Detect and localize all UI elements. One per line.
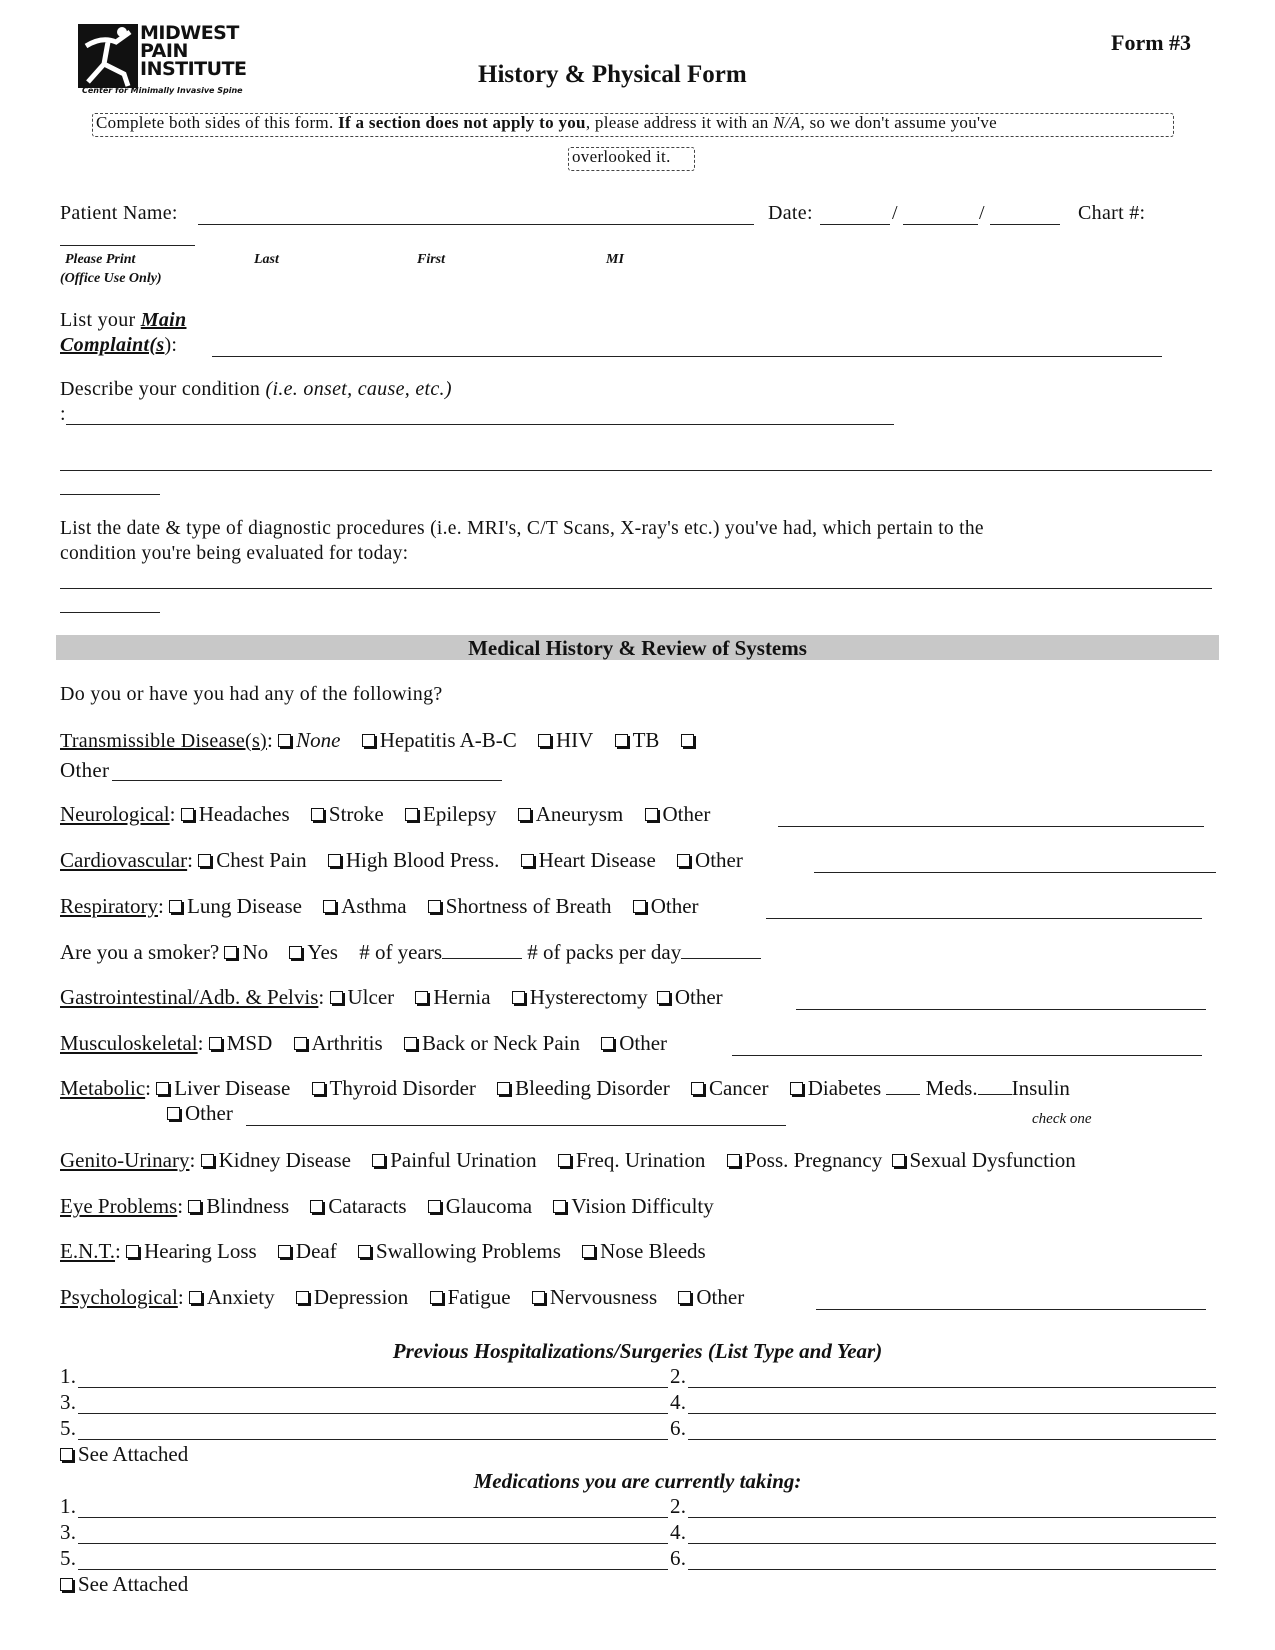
meds-num-4: 4. <box>670 1520 687 1544</box>
meds-see-attached <box>60 1572 188 1597</box>
check-one-hint: check one <box>1032 1111 1092 1127</box>
hosp-field-5[interactable] <box>78 1439 668 1440</box>
option-label: Hepatitis A-B-C <box>379 728 517 752</box>
checkbox[interactable] <box>521 854 534 867</box>
option-label: Headaches <box>198 802 290 826</box>
neuro-row: Neurological: Headaches Stroke Epilepsy Aneurysm Other <box>60 802 711 826</box>
hosp-field-2[interactable] <box>688 1387 1216 1388</box>
office-use-hint: (Office Use Only) <box>60 271 162 286</box>
option-label: Cataracts <box>328 1194 407 1218</box>
condition-field-3[interactable] <box>60 494 160 495</box>
date-year-field[interactable] <box>990 224 1060 225</box>
option-label: Other <box>674 985 723 1009</box>
gastro-row: Gastrointestinal/Adb. & Pelvis: Ulcer Hernia Hysterectomy Other <box>60 985 723 1009</box>
option-label: Other <box>662 802 711 826</box>
hosp-field-4[interactable] <box>688 1413 1216 1414</box>
checkbox[interactable] <box>278 1245 291 1258</box>
checkbox[interactable] <box>60 1578 73 1591</box>
notice-text: Complete both sides of this form. If a section does not apply to you, please address it with an N/A, so we don't assume you've <box>96 113 998 132</box>
resp-row: Respiratory: Lung Disease Asthma Shortness of Breath Other <box>60 894 699 918</box>
checkbox[interactable] <box>323 900 336 913</box>
checkbox[interactable] <box>657 991 670 1004</box>
checkbox[interactable] <box>167 1107 180 1120</box>
complaint-label: List your Main <box>60 309 187 331</box>
date-day-field[interactable] <box>903 224 978 225</box>
checkbox[interactable] <box>538 734 551 747</box>
diagnostic-field-1[interactable] <box>60 588 1212 589</box>
musculo-other-field[interactable] <box>732 1055 1202 1056</box>
option-label: Other <box>650 894 699 918</box>
checkbox[interactable] <box>289 946 302 959</box>
checkbox[interactable] <box>415 991 428 1004</box>
meds-field-3[interactable] <box>78 1543 668 1544</box>
hosp-title: Previous Hospitalizations/Surgeries (List Type and Year) <box>392 1339 883 1363</box>
none-option: None <box>296 728 341 752</box>
checkbox[interactable] <box>330 991 343 1004</box>
diagnostic-label: List the date & type of diagnostic procedures (i.e. MRI's, C/T Scans, X-ray's etc.) you've had, which pertain to the <box>60 518 984 539</box>
logo-tagline: Center for Minimally Invasive Spine <box>82 86 243 95</box>
checkbox[interactable] <box>532 1291 545 1304</box>
checkbox[interactable] <box>328 854 341 867</box>
cardio-other-field[interactable] <box>814 872 1216 873</box>
checkbox[interactable] <box>582 1245 595 1258</box>
option-label: Freq. Urination <box>575 1148 706 1172</box>
meds-field[interactable] <box>886 1094 920 1095</box>
checkbox[interactable] <box>678 1291 691 1304</box>
years-field[interactable] <box>442 958 522 959</box>
insulin-field[interactable] <box>978 1094 1012 1095</box>
option-label: TB <box>632 728 660 752</box>
hosp-num-5: 5. <box>60 1416 77 1440</box>
option-label: Other <box>619 1031 668 1055</box>
meds-field-4[interactable] <box>688 1543 1216 1544</box>
logo-line3: INSTITUTE <box>140 58 247 80</box>
option-label: Fatigue <box>447 1285 511 1309</box>
hosp-field-1[interactable] <box>78 1387 668 1388</box>
packs-field[interactable] <box>681 958 761 959</box>
option-label: Heart Disease <box>538 848 656 872</box>
cardio-label: Cardiovascular <box>60 848 188 872</box>
patient-name-label: Patient Name: <box>60 202 178 224</box>
checkbox[interactable] <box>310 1200 323 1213</box>
checkbox[interactable] <box>169 900 182 913</box>
logo <box>70 24 270 99</box>
musculo-row: Musculoskeletal: MSD Arthritis Back or Neck Pain Other <box>60 1031 668 1055</box>
date-sep-2: / <box>979 202 985 224</box>
metabolic-other-field[interactable] <box>246 1125 786 1126</box>
checkbox[interactable] <box>181 808 194 821</box>
checkbox[interactable] <box>727 1154 740 1167</box>
packs-label: # of packs per day <box>527 940 682 964</box>
checkbox[interactable] <box>209 1037 222 1050</box>
transmissible-row: Transmissible Disease(s): None Hepatitis A-B-C HIV TB <box>60 728 699 753</box>
psych-other-field[interactable] <box>816 1309 1206 1310</box>
genito-row: Genito-Urinary: Kidney Disease Painful Urination Freq. Urination Poss. Pregnancy Sexual Dysfunction <box>60 1148 1076 1172</box>
option-label: Ulcer <box>347 985 395 1009</box>
option-label: Depression <box>313 1285 409 1309</box>
years-label: # of years <box>359 940 442 964</box>
checkbox[interactable] <box>189 1291 202 1304</box>
checkbox[interactable] <box>404 1037 417 1050</box>
checkbox[interactable] <box>362 734 375 747</box>
checkbox[interactable] <box>518 808 531 821</box>
meds-num-2: 2. <box>670 1494 687 1518</box>
transmissible-other-field[interactable] <box>112 780 502 781</box>
page-title: History & Physical Form <box>478 61 747 88</box>
gastro-other-field[interactable] <box>796 1009 1206 1010</box>
checkbox[interactable] <box>892 1154 905 1167</box>
condition-colon: : <box>60 403 66 425</box>
meds-num-3: 3. <box>60 1520 77 1544</box>
musculo-label: Musculoskeletal <box>60 1031 198 1055</box>
hosp-num-4: 4. <box>670 1390 687 1414</box>
mi-hint: MI <box>606 252 624 267</box>
patient-name-field[interactable] <box>198 224 754 225</box>
checkbox[interactable] <box>681 734 694 747</box>
option-label: Vision Difficulty <box>571 1194 714 1218</box>
option-label: Aneurysm <box>535 802 624 826</box>
option-label: Hysterectomy <box>529 985 648 1009</box>
metabolic-row: Metabolic: Liver Disease Thyroid Disorder Bleeding Disorder Cancer Diabetes Meds. Insulin <box>60 1076 1070 1100</box>
smoker-label: Are you a smoker? <box>60 940 220 964</box>
option-label: Thyroid Disorder <box>329 1076 476 1100</box>
option-label: Other <box>696 1285 745 1309</box>
option-label: Hernia <box>433 985 491 1009</box>
complaint-label-2: Complaint(s): <box>60 334 178 356</box>
date-month-field[interactable] <box>820 224 890 225</box>
metabolic-label: Metabolic <box>60 1076 146 1100</box>
option-label: Shortness of Breath <box>445 894 612 918</box>
checkbox[interactable] <box>497 1082 510 1095</box>
hosp-see-attached <box>60 1442 188 1467</box>
checkbox[interactable] <box>311 808 324 821</box>
resp-other-field[interactable] <box>766 918 1202 919</box>
transmissible-other: Other <box>60 758 110 782</box>
neuro-other-field[interactable] <box>778 826 1204 827</box>
neuro-label: Neurological <box>60 802 170 826</box>
checkbox[interactable] <box>405 808 418 821</box>
checkbox[interactable] <box>428 1200 441 1213</box>
option-label: Lung Disease <box>187 894 302 918</box>
logo-line1: MIDWEST <box>140 22 239 44</box>
option-label: HIV <box>556 728 594 752</box>
checkbox[interactable] <box>278 734 291 747</box>
checkbox[interactable] <box>691 1082 704 1095</box>
checkbox[interactable] <box>358 1245 371 1258</box>
date-sep-1: / <box>892 202 898 224</box>
checkbox[interactable] <box>372 1154 385 1167</box>
option-label: Arthritis <box>311 1031 383 1055</box>
hosp-field-6[interactable] <box>688 1439 1216 1440</box>
option-label: Deaf <box>295 1239 337 1263</box>
psych-label: Psychological <box>60 1285 178 1309</box>
option-label: See Attached <box>78 1442 189 1466</box>
first-hint: First <box>417 252 446 267</box>
option-label: Cancer <box>708 1076 769 1100</box>
option-label: Blindness <box>206 1194 290 1218</box>
gastro-label: Gastrointestinal/Adb. & Pelvis <box>60 985 319 1009</box>
checkbox[interactable] <box>312 1082 325 1095</box>
option-label: Glaucoma <box>445 1194 533 1218</box>
option-label: Sexual Dysfunction <box>909 1148 1076 1172</box>
option-label: Yes <box>307 940 338 964</box>
option-label: Nose Bleeds <box>600 1239 706 1263</box>
checkbox[interactable] <box>430 1291 443 1304</box>
last-hint: Last <box>254 252 279 267</box>
form-number: Form #3 <box>1111 30 1192 55</box>
hosp-field-3[interactable] <box>78 1413 668 1414</box>
meds-num-1: 1. <box>60 1494 77 1518</box>
metabolic-other-row <box>167 1101 233 1126</box>
option-label: Other <box>185 1101 233 1125</box>
eye-label: Eye Problems <box>60 1194 178 1218</box>
diagnostic-field-2[interactable] <box>60 612 160 613</box>
checkbox[interactable] <box>558 1154 571 1167</box>
option-label: MSD <box>226 1031 273 1055</box>
logo-runner-icon <box>78 24 138 88</box>
section-header: Medical History & Review of Systems <box>56 635 1219 660</box>
option-label: See Attached <box>78 1572 189 1596</box>
option-label: Kidney Disease <box>218 1148 351 1172</box>
option-label: Diabetes <box>807 1076 882 1100</box>
insulin-label: Insulin <box>1011 1076 1070 1100</box>
meds-field-6[interactable] <box>688 1569 1216 1570</box>
smoker-row <box>60 940 761 965</box>
meds-label: Meds. <box>925 1076 978 1100</box>
condition-field-2[interactable] <box>60 470 1212 471</box>
date-label: Date: <box>768 202 813 224</box>
psych-row: Psychological: Anxiety Depression Fatigue Nervousness Other <box>60 1285 745 1309</box>
meds-field-2[interactable] <box>688 1517 1216 1518</box>
checkbox[interactable] <box>633 900 646 913</box>
notice-text-2: overlooked it. <box>572 147 671 166</box>
checkbox[interactable] <box>156 1082 169 1095</box>
logo-line2: PAIN <box>140 40 188 62</box>
option-label: Anxiety <box>206 1285 275 1309</box>
checkbox[interactable] <box>198 854 211 867</box>
checkbox[interactable] <box>201 1154 214 1167</box>
option-label: Nervousness <box>549 1285 658 1309</box>
meds-title: Medications you are currently taking: <box>473 1469 802 1493</box>
transmissible-label: Transmissible Disease(s) <box>60 730 268 752</box>
option-label: Liver Disease <box>174 1076 291 1100</box>
please-print: Please Print <box>65 252 136 267</box>
checkbox[interactable] <box>645 808 658 821</box>
checkbox[interactable] <box>790 1082 803 1095</box>
option-label: Asthma <box>341 894 407 918</box>
question: Do you or have you had any of the following? <box>60 683 443 705</box>
condition-field-1[interactable] <box>66 424 894 425</box>
meds-num-6: 6. <box>670 1546 687 1570</box>
option-label: High Blood Press. <box>345 848 500 872</box>
checkbox[interactable] <box>60 1448 73 1461</box>
meds-field-1[interactable] <box>78 1517 668 1518</box>
ent-row: E.N.T.: Hearing Loss Deaf Swallowing Problems Nose Bleeds <box>60 1239 706 1263</box>
diagnostic-label-2: condition you're being evaluated for today: <box>60 543 409 564</box>
option-label: Poss. Pregnancy <box>744 1148 883 1172</box>
eye-row: Eye Problems: Blindness Cataracts Glaucoma Vision Difficulty <box>60 1194 714 1218</box>
hosp-num-2: 2. <box>670 1364 687 1388</box>
complaint-field[interactable] <box>212 356 1162 357</box>
checkbox[interactable] <box>677 854 690 867</box>
checkbox[interactable] <box>296 1291 309 1304</box>
option-label: Painful Urination <box>390 1148 537 1172</box>
genito-label: Genito-Urinary <box>60 1148 190 1172</box>
checkbox[interactable] <box>294 1037 307 1050</box>
chart-field[interactable] <box>60 245 195 246</box>
option-label: Epilepsy <box>423 802 497 826</box>
checkbox[interactable] <box>126 1245 139 1258</box>
hosp-num-6: 6. <box>670 1416 687 1440</box>
meds-num-5: 5. <box>60 1546 77 1570</box>
chart-label: Chart #: <box>1078 202 1146 224</box>
checkbox[interactable] <box>601 1037 614 1050</box>
checkbox[interactable] <box>615 734 628 747</box>
condition-label: Describe your condition (i.e. onset, cause, etc.) <box>60 378 452 400</box>
hosp-num-1: 1. <box>60 1364 77 1388</box>
checkbox[interactable] <box>188 1200 201 1213</box>
option-label: Back or Neck Pain <box>421 1031 580 1055</box>
option-label: Hearing Loss <box>144 1239 257 1263</box>
checkbox[interactable] <box>428 900 441 913</box>
ent-label: E.N.T. <box>60 1239 116 1263</box>
option-label: Stroke <box>328 802 384 826</box>
option-label: Swallowing Problems <box>375 1239 561 1263</box>
cardio-row: Cardiovascular: Chest Pain High Blood Press. Heart Disease Other <box>60 848 743 872</box>
option-label: Chest Pain <box>216 848 307 872</box>
checkbox[interactable] <box>224 946 237 959</box>
hosp-num-3: 3. <box>60 1390 77 1414</box>
meds-field-5[interactable] <box>78 1569 668 1570</box>
option-label: Bleeding Disorder <box>515 1076 670 1100</box>
checkbox[interactable] <box>553 1200 566 1213</box>
option-label: No <box>242 940 269 964</box>
checkbox[interactable] <box>512 991 525 1004</box>
option-label: Other <box>695 848 743 872</box>
resp-label: Respiratory <box>60 894 158 918</box>
